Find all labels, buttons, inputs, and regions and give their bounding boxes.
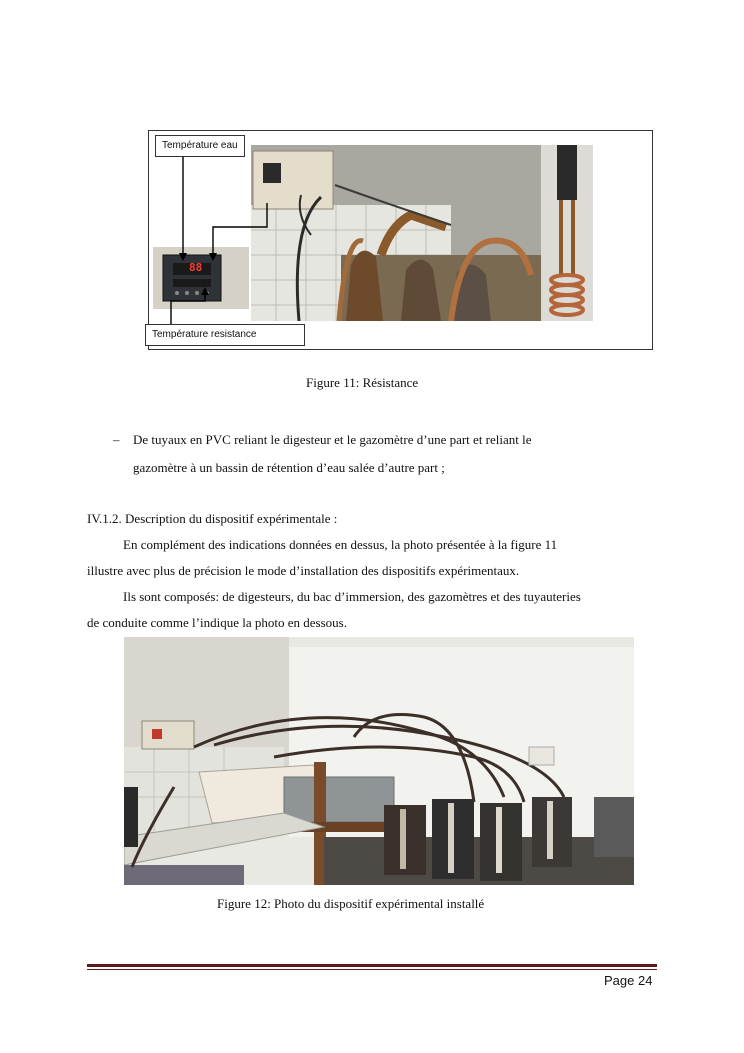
paragraph-2-line-1: Ils sont composés: de digesteurs, du bac d’immersion, des gazomètres et des tuyauteries — [123, 589, 581, 604]
display-readout: 88 — [189, 261, 203, 274]
figure-12-photo — [124, 637, 634, 885]
footer-rule-thin — [87, 969, 657, 970]
callout-resistance-temperature: Température resistance — [145, 324, 305, 346]
paragraph-2-line-2: de conduite comme l’indique la photo en dessous. — [87, 615, 347, 630]
paragraph-1-line-1: En complément des indications données en dessus, la photo présentée à la figure 11 — [123, 537, 558, 552]
section-heading: IV.1.2. Description du dispositif expérimentale : — [87, 511, 338, 526]
page-number: Page 24 — [604, 973, 653, 988]
bullet-dash: – — [113, 432, 120, 447]
figure-11-caption: Figure 11: Résistance — [306, 375, 419, 390]
callout-lines — [149, 131, 652, 349]
bullet-line-1: De tuyaux en PVC reliant le digesteur et le gazomètre d’une part et reliant le — [133, 432, 532, 447]
figure-12-caption: Figure 12: Photo du dispositif expérimental installé — [217, 896, 485, 911]
paragraph-1-line-2: illustre avec plus de précision le mode d’installation des dispositifs expérimentaux. — [87, 563, 520, 578]
bullet-line-2: gazomètre à un bassin de rétention d’eau salée d’autre part ; — [133, 460, 445, 475]
figure-11 — [148, 130, 653, 350]
footer-rule-thick — [87, 964, 657, 967]
callout-water-temperature: Température eau — [155, 135, 245, 157]
